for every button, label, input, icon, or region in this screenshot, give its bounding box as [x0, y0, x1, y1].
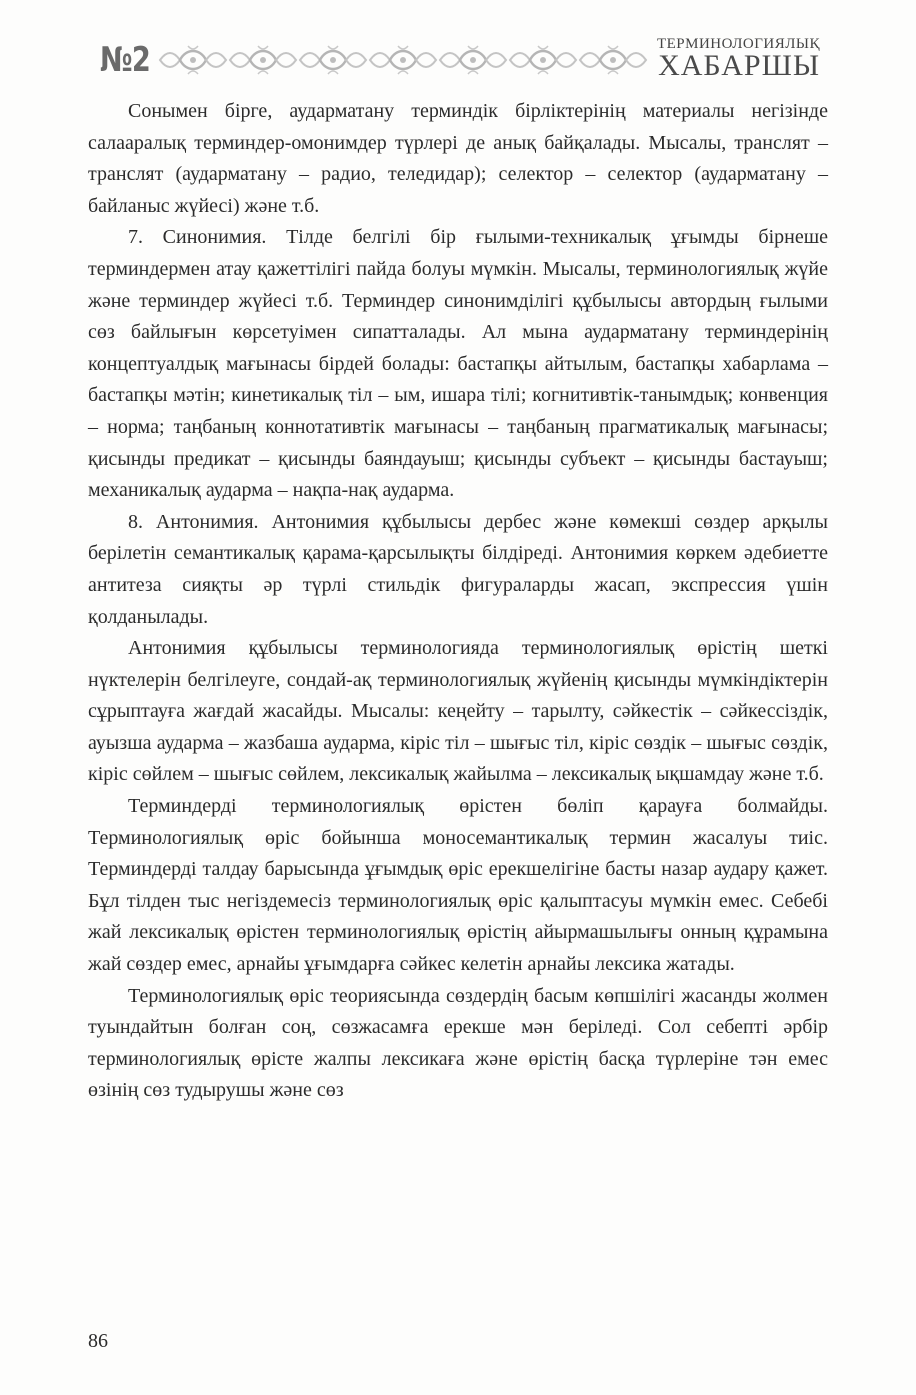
journal-header [88, 36, 828, 86]
journal-title-top: ТЕРМИНОЛОГИЯЛЫҚ [656, 36, 820, 52]
issue-number: №2 [100, 40, 151, 80]
page-number: 86 [88, 1330, 108, 1352]
paragraph: Антонимия құбылысы терминологияда терминологиялық өрістің шеткі нүктелерін белгілеуге, сондай-ақ терминологиялық жүйенің қисынды мүмкіндіктерін сұрыптауға жағдай жасайды. Мысалы: кеңейту – тарылту, сәйкестік – сәйкессіздік, ауызша аударма – жазбаша аударма, кіріс тіл – шығыс тіл, кіріс сөздік – шығыс сөздік, кіріс сөйлем – шығыс сөйлем, лексикалық жайылма – лексикалық ықшамдау және т.б. [88, 637, 828, 786]
paragraph: Терминологиялық өріс теориясында сөздердің басым көпшілігі жасанды жолмен туындайтын болған соң, сөзжасамға ерекше мән беріледі. Сол себепті әрбір терминологиялық өрісте жалпы лексикаға және өрістің басқа түрлеріне тән емес өзінің сөз тудырушы және сөз [88, 984, 828, 1102]
paragraph: 7. Синонимия. Тілде белгілі бір ғылыми-техникалық ұғымды бірнеше терминдермен атау қажеттілігі пайда болуы мүмкін. Мысалы, терминологиялық жүйе және терминдер жүйесі т.б. Терминдер синонимділігі құбылысы автордың ғылыми сөз байлығын көрсетуімен сипатталады. Ал мына аударматану терминдерінің концептуалдық мағынасы бірдей болады: бастапқы айтылым, бастапқы хабарлама – бастапқы мәтін; кинетикалық тіл – ым, ишара тілі; когнитивтік-танымдық; конвенция – норма; таңбаның коннотативтік мағынасы – таңбаның прагматикалық мағынасы; қисынды предикат – қисынды баяндауыш; қисынды субъект – қисынды бастауыш; механикалық аударма – нақпа-нақ аударма. [88, 226, 828, 502]
paragraph: Сонымен бірге, аударматану терминдік бірліктерінің материалы негізінде салааралық терминдер-омонимдер түрлері де анық байқалады. Мысалы, транслят – транслят (аударматану – радио, теледидар); селектор – селектор (аударматану – байланыс жүйесі) және т.б. [88, 100, 828, 217]
kazakh-ornament-icon [158, 42, 648, 78]
journal-title-main: ХАБАРШЫ [658, 49, 820, 82]
body-text [88, 96, 828, 1107]
paragraph: Терминдерді терминологиялық өрістен бөліп қарауға болмайды. Терминологиялық өріс бойынша моносемантикалық термин жасалуы тиіс. Терминдерді талдау барысында ұғымдық өріс ерекшелігіне басты назар аудару қажет. Бұл тілден тыс негіздемесіз терминологиялық өріс қалыптасуы мүмкін емес. Себебі жай лексикалық өрістен терминологиялық өрістің айырмашылығы онның құрамына жай сөздер емес, арнайы ұғымдарға сәйкес келетін арнайы лексика жатады. [88, 795, 828, 976]
paragraph: 8. Антонимия. Антонимия құбылысы дербес және көмекші сөздер арқылы берілетін семантикалық қарама-қарсылықты білдіреді. Антонимия көркем әдебиетте антитеза сияқты әр түрлі стильдік фигураларды жасап, экспрессия үшін қолданылады. [88, 510, 828, 628]
